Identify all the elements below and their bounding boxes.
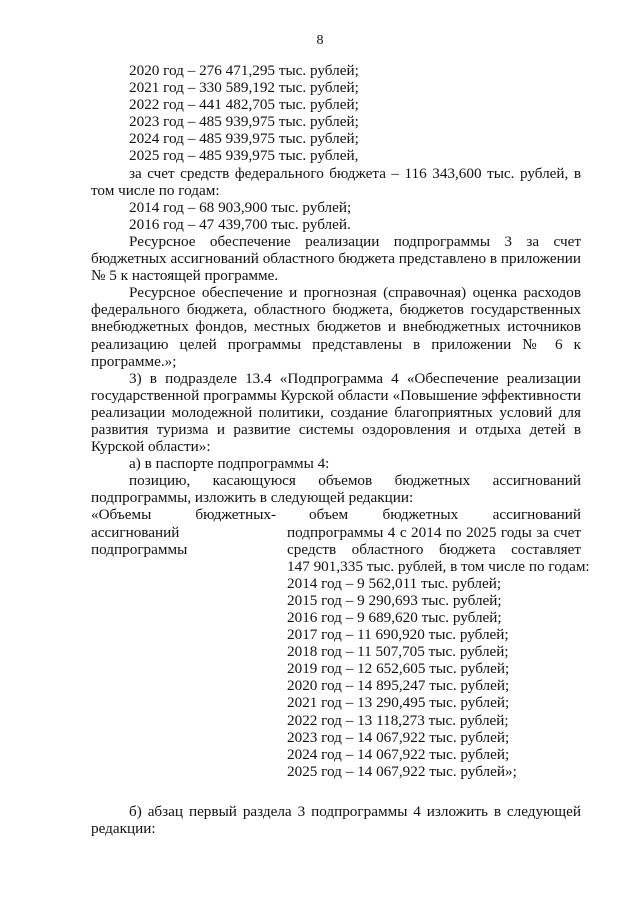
- table-value-column: [287, 506, 590, 780]
- year-line: 2024 год – 14 067,922 тыс. рублей;: [287, 745, 510, 763]
- table-label-line: «Объемы бюджетных: [91, 506, 271, 524]
- text-line: программе.»;: [91, 352, 177, 370]
- text-line: бюджетных ассигнований областного бюджета представлено в приложении: [91, 250, 581, 268]
- page-number: 8: [316, 33, 324, 48]
- text-line: 2023 год – 485 939,975 тыс. рублей;: [129, 113, 359, 131]
- year-line: 2020 год – 14 895,247 тыс. рублей;: [287, 677, 510, 695]
- passport-table: [91, 506, 590, 780]
- table-value-line: подпрограммы 4 с 2014 по 2025 годы за счет: [287, 523, 581, 541]
- text-line: Ресурсное обеспечение и прогнозная (справочная) оценка расходов: [129, 284, 581, 302]
- text-line: 2014 год – 68 903,900 тыс. рублей;: [129, 198, 352, 216]
- year-line: 2021 год – 13 290,495 тыс. рублей;: [287, 694, 510, 712]
- text-line: 2020 год – 276 471,295 тыс. рублей;: [129, 62, 359, 79]
- year-line: 2015 год – 9 290,693 тыс. рублей;: [287, 591, 502, 609]
- text-line: 2022 год – 441 482,705 тыс. рублей;: [129, 96, 359, 114]
- text-line: 2024 год – 485 939,975 тыс. рублей;: [129, 130, 359, 148]
- text-line: редакции:: [91, 820, 156, 838]
- year-line: 2018 год – 11 507,705 тыс. рублей;: [287, 643, 509, 661]
- table-dash: [271, 506, 287, 780]
- text-line: реализацию целей программы представлены в приложении № 6 к: [91, 335, 581, 353]
- year-line: 2016 год – 9 689,620 тыс. рублей;: [287, 609, 502, 626]
- text-line: том числе по годам:: [91, 181, 220, 199]
- text-line: а) в паспорте подпрограммы 4:: [129, 455, 330, 473]
- table-value-line: объем бюджетных ассигнований: [309, 506, 581, 524]
- year-line: 2014 год – 9 562,011 тыс. рублей;: [287, 574, 502, 592]
- text-line: государственной программы Курской области «Повышение эффективности: [91, 386, 581, 404]
- text-line: развития туризма и развитие системы оздоровления и отдыха детей в: [91, 420, 581, 438]
- table-value-line: 147 901,335 тыс. рублей, в том числе по годам:: [287, 557, 590, 575]
- spacer: [91, 780, 581, 803]
- text-line: за счет средств федерального бюджета – 116 343,600 тыс. рублей, в: [129, 164, 581, 182]
- text-line: 2025 год – 485 939,975 тыс. рублей,: [129, 147, 359, 165]
- table-label-column: [91, 506, 271, 780]
- table-value-line: средств областного бюджета составляет: [287, 540, 581, 558]
- text-line: федерального бюджета, областного бюджета, бюджетов государственных: [91, 301, 581, 319]
- text-line: б) абзац первый раздела 3 подпрограммы 4 изложить в следующей: [129, 802, 581, 820]
- text-line: 3) в подразделе 13.4 «Подпрограмма 4 «Обеспечение реализации: [129, 369, 581, 387]
- year-line: 2017 год – 11 690,920 тыс. рублей;: [287, 626, 509, 644]
- year-line: 2023 год – 14 067,922 тыс. рублей;: [287, 728, 510, 746]
- document-body: [91, 62, 590, 838]
- year-line: 2025 год – 14 067,922 тыс. рублей»;: [287, 762, 517, 780]
- text-line: Курской области»:: [91, 438, 211, 456]
- text-line: Ресурсное обеспечение реализации подпрограммы 3 за счет: [129, 232, 581, 250]
- dash-mark: -: [271, 506, 277, 524]
- text-line: подпрограммы, изложить в следующей редакции:: [91, 489, 414, 507]
- table-label-line: подпрограммы: [91, 540, 188, 558]
- table-label-line: ассигнований: [91, 523, 180, 541]
- year-line: 2019 год – 12 652,605 тыс. рублей;: [287, 660, 510, 678]
- text-line: 2016 год – 47 439,700 тыс. рублей.: [129, 215, 351, 233]
- year-line: 2022 год – 13 118,273 тыс. рублей;: [287, 711, 509, 729]
- text-line: внебюджетных фондов, местных бюджетов и внебюджетных источников: [91, 318, 581, 336]
- text-line: реализации молодежной политики, создание благоприятных условий для: [91, 403, 581, 421]
- text-line: № 5 к настоящей программе.: [91, 267, 279, 285]
- text-line: 2021 год – 330 589,192 тыс. рублей;: [129, 79, 359, 97]
- text-line: позицию, касающуюся объемов бюджетных ассигнований: [129, 472, 581, 490]
